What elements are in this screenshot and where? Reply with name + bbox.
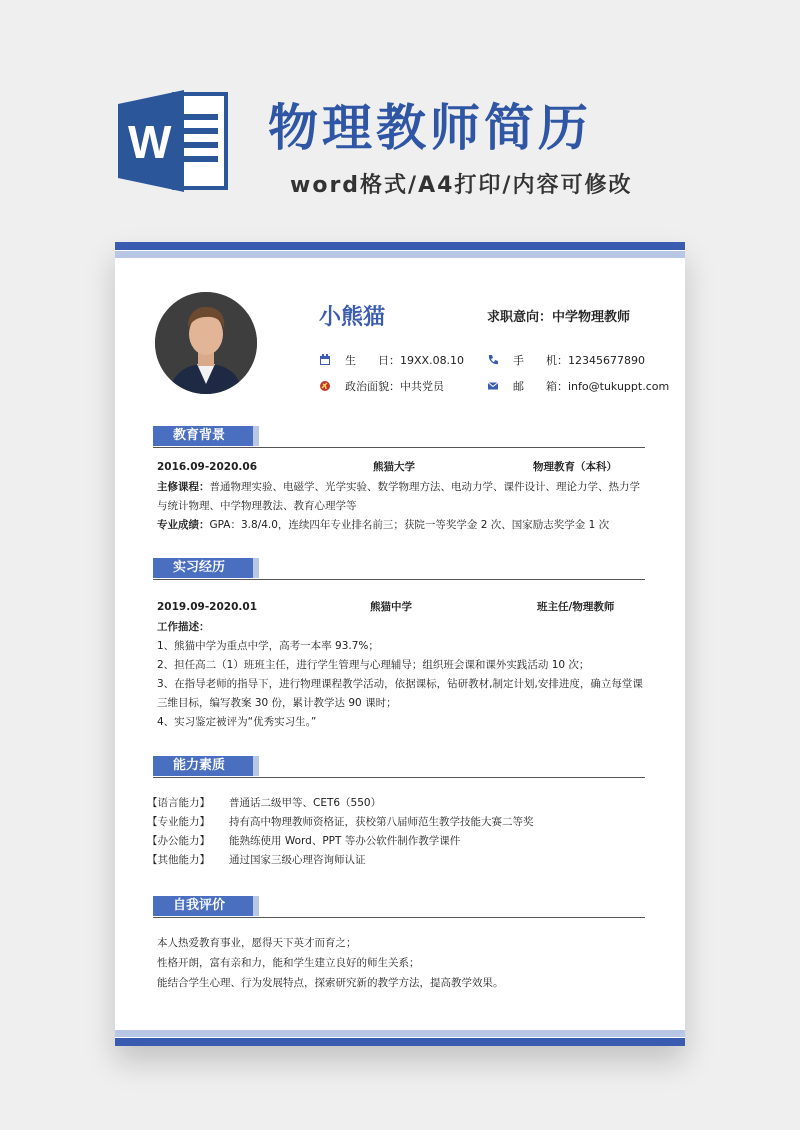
promo-title: 物理教师简历	[268, 99, 592, 157]
education-school: 熊猫大学	[373, 461, 415, 473]
politics-label: 政治面貌：	[345, 380, 400, 393]
skill-label: 【语言能力】	[147, 797, 210, 809]
job-intent-value: 中学物理教师	[552, 310, 631, 325]
phone-icon	[487, 354, 499, 366]
skill-label: 【办公能力】	[147, 835, 210, 847]
self-eval-line: 本人热爱教育事业，愿得天下英才而育之；	[157, 937, 357, 949]
work-item: 2、担任高二（1）班班主任，进行学生管理与心理辅导；组织班会课和课外实践活动 10 次；	[157, 659, 590, 671]
grades-value: GPA：3.8/4.0，连续四年专业排名前三；获院一等奖学金 2 次、国家励志奖学金 1 次	[209, 519, 610, 531]
work-desc-label: 工作描述：	[157, 621, 210, 633]
candidate-name: 小熊猫	[319, 305, 386, 330]
skill-value: 通过国家三级心理咨询师认证	[229, 854, 366, 866]
skill-value: 持有高中物理教师资格证，获校第八届师范生教学技能大赛二等奖	[229, 816, 534, 828]
top-bar-dark	[115, 242, 685, 250]
skill-value: 普通话二级甲等、CET6（550）	[229, 797, 382, 809]
email-row	[487, 378, 669, 394]
section-self-eval-title: 自我评价	[153, 896, 253, 916]
politics-row	[319, 378, 444, 394]
promo-subtitle: word格式/A4打印/内容可修改	[290, 173, 633, 198]
internship-role: 班主任/物理教师	[537, 601, 615, 613]
phone-row	[487, 352, 645, 368]
section-internship-title: 实习经历	[153, 558, 253, 578]
politics-value: 中共党员	[400, 380, 444, 393]
party-emblem-icon	[319, 380, 331, 392]
self-eval-line: 性格开朗，富有亲和力，能和学生建立良好的师生关系；	[157, 957, 420, 969]
section-internship-header	[153, 558, 645, 584]
work-item: 1、熊猫中学为重点中学，高考一本率 93.7%；	[157, 640, 379, 652]
job-intent	[487, 306, 630, 325]
birth-label: 生 日：	[345, 354, 400, 367]
section-education-header	[153, 426, 645, 452]
education-major: 物理教育（本科）	[533, 461, 617, 473]
skill-label: 【其他能力】	[147, 854, 210, 866]
section-skills-title: 能力素质	[153, 756, 253, 776]
divider	[153, 579, 645, 580]
education-period: 2016.09-2020.06	[157, 461, 258, 473]
top-bar-light	[115, 251, 685, 258]
skill-value: 能熟练使用 Word、PPT 等办公软件制作教学课件	[229, 835, 461, 847]
skill-label: 【专业能力】	[147, 816, 210, 828]
work-item: 三维目标，编写教案 30 份，累计教学达 90 课时；	[157, 697, 397, 709]
phone-value: 12345677890	[568, 353, 645, 367]
internship-school: 熊猫中学	[370, 601, 412, 613]
bottom-bar-dark	[115, 1038, 685, 1046]
bottom-bar-light	[115, 1030, 685, 1037]
word-logo-letter: W	[128, 116, 172, 168]
courses-text-1: 普通物理实验、电磁学、光学实验、数学物理方法、电动力学、课件设计、理论力学、热力学	[209, 481, 640, 493]
email-value: info@tukuppt.com	[568, 379, 670, 393]
section-education-title: 教育背景	[153, 426, 253, 446]
section-skills-header	[153, 756, 645, 782]
divider	[153, 777, 645, 778]
birth-row	[319, 352, 464, 368]
job-intent-label: 求职意向：	[487, 310, 553, 325]
work-item: 3、在指导老师的指导下，进行物理课程教学活动，依据课标，钻研教材,制定计划,安排进度，确立每堂课	[157, 678, 643, 690]
work-item: 4、实习鉴定被评为“优秀实习生。”	[157, 716, 317, 728]
mail-icon	[487, 380, 499, 392]
birth-value: 19XX.08.10	[400, 353, 465, 367]
divider	[153, 917, 645, 918]
avatar	[155, 292, 257, 394]
self-eval-line: 能结合学生心理、行为发展特点，探索研究新的教学方法，提高教学效果。	[157, 977, 504, 989]
grades-label: 专业成绩：	[157, 519, 210, 531]
courses-line-1	[157, 480, 640, 494]
calendar-icon	[319, 354, 331, 366]
email-label: 邮 箱：	[513, 380, 568, 393]
grades-line	[157, 518, 609, 532]
courses-text-2: 与统计物理、中学物理教法、教育心理学等	[157, 500, 357, 512]
internship-period: 2019.09-2020.01	[157, 601, 258, 613]
resume-paper	[115, 242, 685, 1046]
word-logo-icon	[118, 86, 230, 196]
phone-label: 手 机：	[513, 354, 568, 367]
divider	[153, 447, 645, 448]
section-self-eval-header	[153, 896, 645, 922]
courses-label: 主修课程：	[157, 481, 210, 493]
